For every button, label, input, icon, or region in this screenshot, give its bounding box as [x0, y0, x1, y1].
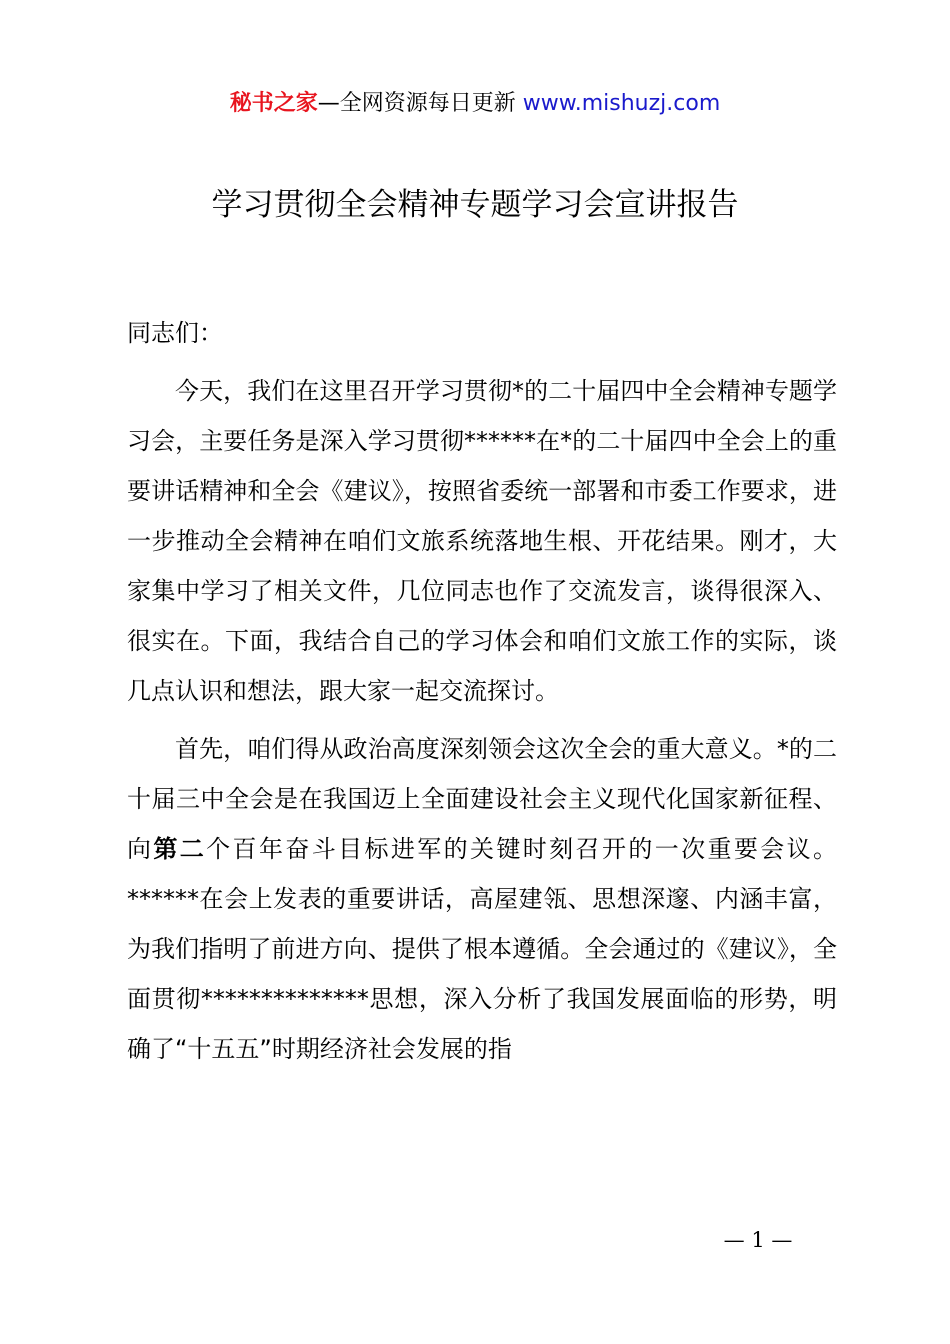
paragraph-2-text-start: 首先，咱们得从政治高度深刻领会这次全会的重大意义。*的二十届三中全会是在我国迈上全面建设社会主义现代化国家新征程、向: [127, 735, 837, 863]
page-number: — 1 —: [723, 1228, 793, 1252]
brand-name: 秘书之家: [229, 91, 318, 116]
site-banner: [0, 86, 950, 122]
paragraph-2-text-end: 个百年奋斗目标进军的关键时刻召开的一次重要会议。******在会上发表的重要讲话，高屋建瓴、思想深邃、内涵丰富，为我们指明了前进方向、提供了根本遵循。全会通过的《建议》，全面贯彻**************思想，深入分析了我国发展面临的形势，明确了“十五五”时期经济社会发展的指: [127, 835, 838, 1063]
document-title: 学习贯彻全会精神专题学习会宣讲报告: [211, 187, 739, 223]
paragraph-2: [127, 724, 837, 1074]
paragraph-2-bold-text: 第二: [153, 835, 207, 863]
salutation: 同志们：: [127, 319, 223, 347]
paragraph-1: 今天，我们在这里召开学习贯彻*的二十届四中全会精神专题学习会，主要任务是深入学习贯彻******在*的二十届四中全会上的重要讲话精神和全会《建议》，按照省委统一部署和市委工作要求，进一步推动全会精神在咱们文旅系统落地生根、开花结果。刚才，大家集中学习了相关文件，几位同志也作了交流发言，谈得很深入、很实在。下面，我结合自己的学习体会和咱们文旅工作的实际，谈几点认识和想法，跟大家一起交流探讨。: [127, 377, 837, 705]
site-url-link[interactable]: www.mishuzj.com: [522, 91, 721, 116]
site-slogan: —全网资源每日更新: [317, 91, 516, 116]
document-body: [127, 308, 837, 1074]
